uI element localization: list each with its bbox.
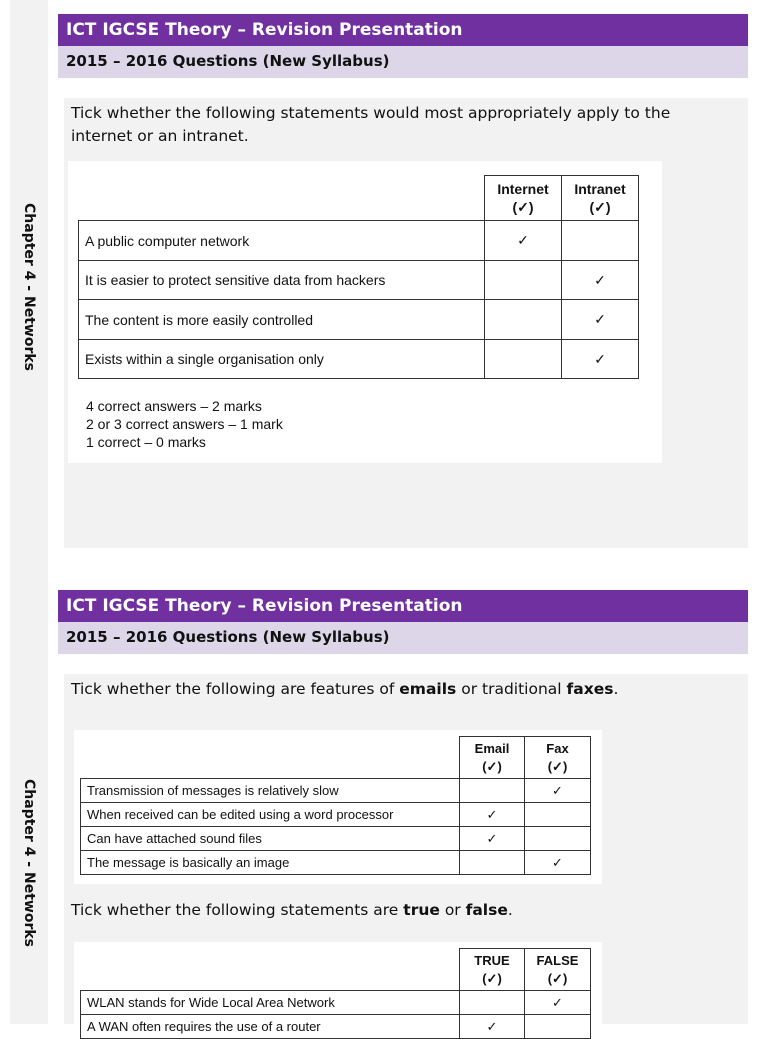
- email-fax-panel: [74, 730, 602, 884]
- slide-1-title: ICT IGCSE Theory – Revision Presentation: [58, 14, 748, 46]
- tick-mark: [485, 300, 562, 340]
- internet-intranet-table: [78, 175, 639, 379]
- tick-mark: [460, 851, 525, 875]
- table-row: The content is more easily controlled ✓: [79, 300, 639, 340]
- internet-intranet-panel: [68, 161, 662, 463]
- table-row: Can have attached sound files ✓: [81, 827, 591, 851]
- marking-scheme: 4 correct answers – 2 marks 2 or 3 correct answers – 1 mark 1 correct – 0 marks: [86, 398, 283, 450]
- tick-mark: [562, 221, 639, 261]
- tick-mark: ✓: [485, 221, 562, 261]
- tick-mark: ✓: [525, 851, 591, 875]
- chapter-label-top: Chapter 4 - Networks: [21, 203, 37, 371]
- header-intranet: Intranet (✓): [562, 176, 639, 221]
- table-row: WLAN stands for Wide Local Area Network ✓: [81, 991, 591, 1015]
- tick-mark: ✓: [460, 1015, 525, 1039]
- table-row: When received can be edited using a word processor ✓: [81, 803, 591, 827]
- table-row: Exists within a single organisation only ✓: [79, 340, 639, 379]
- table-row: A WAN often requires the use of a router ✓: [81, 1015, 591, 1039]
- tick-mark: ✓: [460, 827, 525, 851]
- tick-mark: ✓: [525, 991, 591, 1015]
- slide-2-subtitle: 2015 – 2016 Questions (New Syllabus): [58, 622, 748, 654]
- tick-mark: ✓: [562, 261, 639, 300]
- slide-1-question: Tick whether the following statements would most appropriately apply to the internet or an intranet.: [71, 104, 671, 145]
- header-fax: Fax (✓): [525, 737, 591, 779]
- tick-mark: [460, 991, 525, 1015]
- slide-1-content: [64, 98, 748, 548]
- tick-mark: [525, 827, 591, 851]
- slide-2-content: [64, 674, 748, 1034]
- header-true: TRUE (✓): [460, 949, 525, 991]
- table-row: The message is basically an image ✓: [81, 851, 591, 875]
- tick-mark: [525, 1015, 591, 1039]
- slide-1-subtitle: 2015 – 2016 Questions (New Syllabus): [58, 46, 748, 78]
- tick-mark: [485, 261, 562, 300]
- tick-mark: ✓: [562, 300, 639, 340]
- tick-mark: [460, 779, 525, 803]
- email-fax-table: [80, 736, 591, 875]
- slide-1: [58, 14, 748, 548]
- email-fax-question: Tick whether the following are features of emails or traditional faxes.: [71, 680, 619, 698]
- table-row: It is easier to protect sensitive data from hackers ✓: [79, 261, 639, 300]
- true-false-panel: [74, 942, 602, 1034]
- tick-mark: ✓: [525, 779, 591, 803]
- table-row: Transmission of messages is relatively slow ✓: [81, 779, 591, 803]
- header-internet: Internet (✓): [485, 176, 562, 221]
- tick-mark: ✓: [562, 340, 639, 379]
- true-false-question: Tick whether the following statements are true or false.: [71, 901, 513, 919]
- tick-mark: ✓: [460, 803, 525, 827]
- slide-2-title: ICT IGCSE Theory – Revision Presentation: [58, 590, 748, 622]
- table-row: A public computer network ✓: [79, 221, 639, 261]
- tick-mark: [485, 340, 562, 379]
- true-false-table: [80, 948, 591, 1039]
- header-email: Email (✓): [460, 737, 525, 779]
- slide-2: [58, 590, 748, 1034]
- tick-mark: [525, 803, 591, 827]
- chapter-label-bottom: Chapter 4 - Networks: [21, 779, 37, 947]
- header-false: FALSE (✓): [525, 949, 591, 991]
